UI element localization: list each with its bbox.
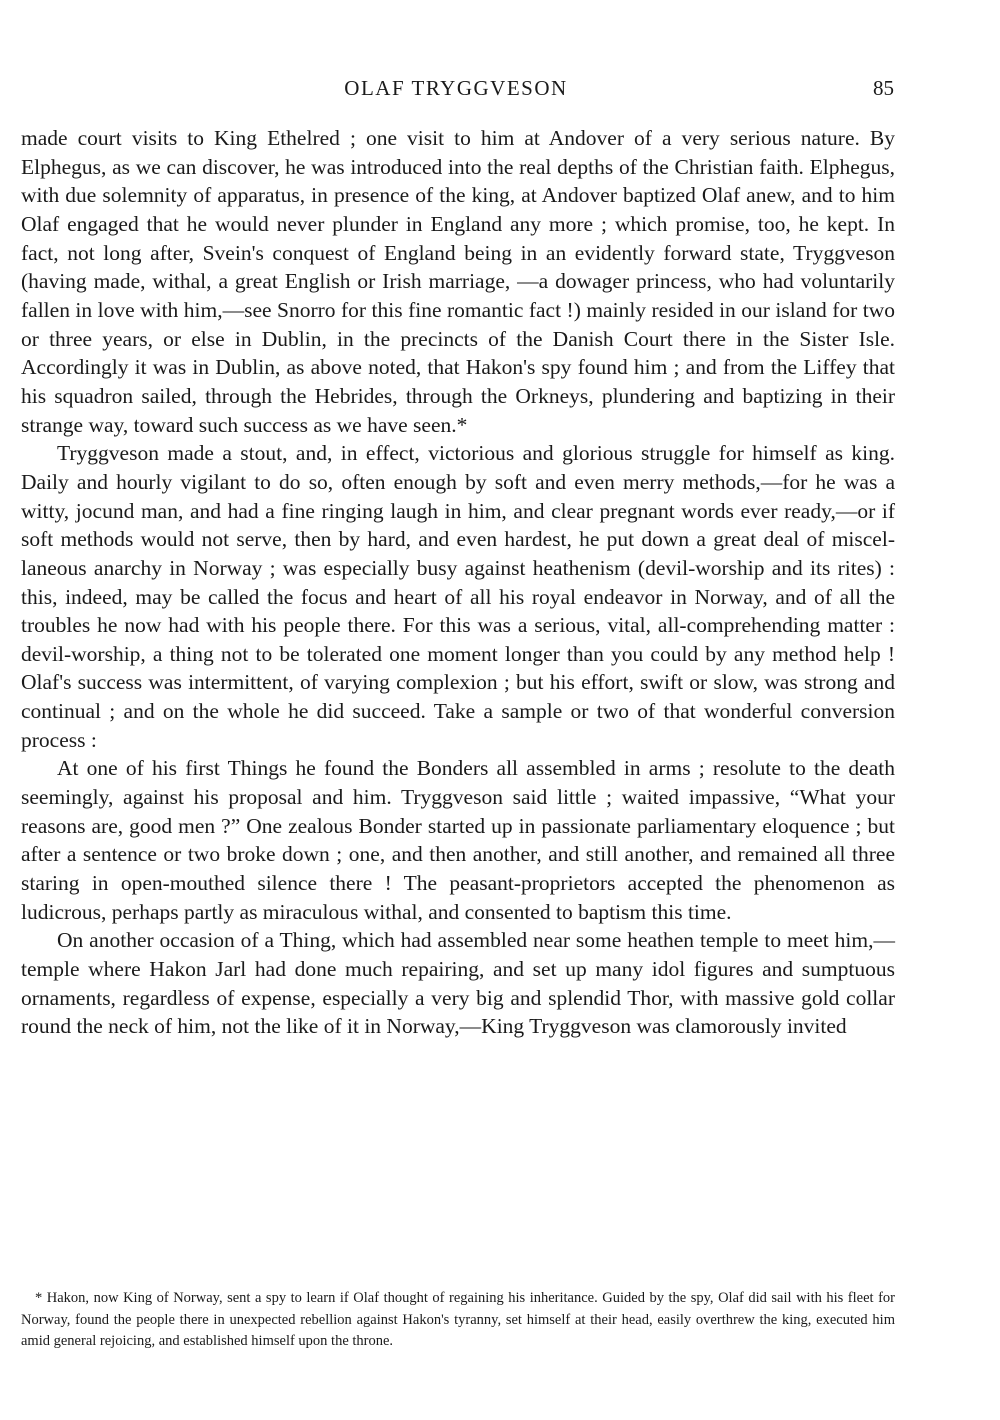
paragraph-struggle: Tryggveson made a stout, and, in effect, victorious and glorious struggle for himself as king. Daily and hourly vigilant to do so, often enough by soft and even merry methods,—for he was a witty, jocund man, and had a fine ringing laugh in him, and clear pregnant words ever ready,—or if soft methods would not serve, then by hard, and even hardest, he put down a great deal of miscellaneous anarchy in Norway ; was especially busy against heathenism (devil-worship and its rites) : this, indeed, may be called the focus and heart of all his royal endeavor in Norway, and of all the troubles he now had with his people there. For this was a serious, vital, all-comprehending matter : devil-worship, a thing not to be tolerated one moment longer than you could by any method help ! Olaf's success was intermittent, of varying complexion ; but his effort, swift or slow, was strong and continual ; and on the whole he did succeed. Take a sample or two of that wonderful conversion process : (21, 441, 895, 752)
paragraph-first-thing: At one of his first Things he found the Bonders all assembled in arms ; resolute to the death seemingly, against his proposal and him. Tryggveson said little ; waited impassive, “What your reasons are, good men ?” One zealous Bonder started up in passionate parliamentary eloquence ; but after a sentence or two broke down ; one, and then another, and still another, and remained all three staring in open-mouthed silence there ! The peasant-proprietors accepted the phenomenon as ludicrous, perhaps partly as miraculous withal, and consented to baptism this time. (21, 756, 895, 924)
footnote-text: * Hakon, now King of Norway, sent a spy to learn if Olaf thought of regaining his inheritance. Guided by the spy, Olaf did sail with his fleet for Norway, found the people there in unexpected rebellion against Hakon's tyranny, set himself at their head, easily overthrew the king, executed him amid general rejoicing, and established himself upon the throne. (21, 1290, 895, 1350)
paragraph-continuation: made court visits to King Ethelred ; one visit to him at Andover of a very serious nature. By Elphegus, as we can discover, he was introduced into the real depths of the Christian faith. Elphegus, with due solemnity of apparatus, in presence of the king, at Andover baptized Olaf anew, and to him Olaf engaged that he would never plunder in England any more ; which promise, too, he kept. In fact, not long after, Svein's conquest of England being in an evidently forward state, Tryggveson (having made, withal, a great English or Irish marriage, —a dowager princess, who had voluntarily fallen in love with him,—see Snorro for this fine romantic fact !) mainly resided in our island for two or three years, or else in Dublin, in the precincts of the Danish Court there in the Sister Isle. Accordingly it was in Dublin, as above noted, that Hakon's spy found him ; and from the Liffey that his squadron sailed, through the Hebrides, through the Orkneys, plundering and baptizing in their strange way, toward such success as we have seen.* (21, 126, 895, 437)
paragraph-temple: On another occasion of a Thing, which had assembled near some heathen temple to meet him,—temple where Hakon Jarl had done much repairing, and set up many idol figures and sumptuous ornaments, regardless of expense, especially a very big and splendid Thor, with massive gold collar round the neck of him, not the like of it in Norway,—King Tryggveson was clamorously invited (21, 928, 895, 1039)
footnote (21, 1288, 895, 1353)
running-head (0, 76, 1000, 106)
running-title: OLAF TRYGGVESON (344, 76, 568, 100)
body-text (21, 124, 895, 1041)
page-number: 85 (873, 76, 894, 100)
